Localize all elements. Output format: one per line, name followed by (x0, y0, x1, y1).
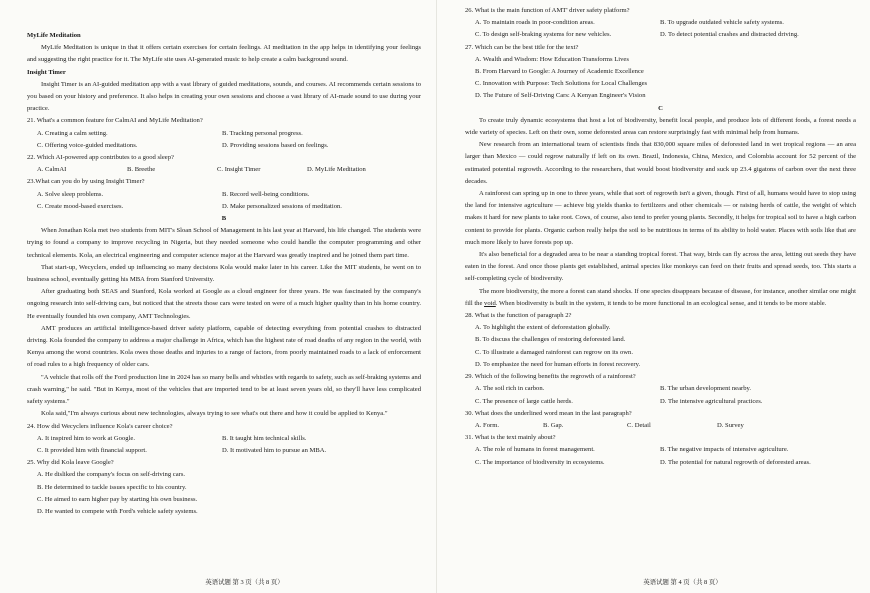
q23-option-a: A. Solve sleep problems. (37, 190, 104, 198)
mylife-text: MyLife Meditation is unique in that it offers certain exercises for certain feelings. AI meditation in the app helps in identifying your feelings and suggesting the right practice for it. The MyLife site uses AI-generated music to help create a calm background sound. (27, 44, 421, 64)
passage-b-paragraph: That start-up, Wecyclers, ended up influencing so many decisions Kola would make later in his career. Like the MIT students, he went on to business school, eventually getting his MBA from Stanford University. (27, 263, 421, 284)
question-21-options (27, 128, 421, 152)
q23-option-c: C. Create mood-based exercises. (37, 202, 124, 210)
question-21: 21. What's a common feature for CalmAI and MyLife Meditation? (27, 117, 203, 125)
passage-b-paragraph: After graduating both SEAS and Stanford, Kola worked at Google as a cloud engineer for three years. He was fascinated by the company's ongoing research into self-driving cars, but noticed that the streets those cars were tested on were of a much higher quality than in his home country. He eventually founded his own company, AMT Technologies. (27, 288, 421, 320)
passage-c-paragraph: It's also beneficial for a degraded area to be near a standing tropical forest. That way, birds can fly across the area, letting out seeds they have eaten in the forest. And once those plants get established, animal species like monkeys can feed on their fruits and spread seeds, too. This starts a self-completing cycle of biodiversity. (465, 251, 856, 283)
question-31-options (465, 444, 856, 468)
q29-option-d: D. The intensive agricultural practices. (660, 397, 763, 405)
q26-option-d: D. To detect potential crashes and distracted driving. (660, 31, 799, 39)
question-24-options (27, 433, 421, 457)
question-23-options (27, 189, 421, 213)
page-4 (435, 0, 870, 593)
q31-option-b: B. The negative impacts of intensive agriculture. (660, 446, 789, 454)
underlined-word: void (484, 299, 496, 307)
q29-option-a: A. The soil rich in carbon. (475, 385, 545, 393)
page-footer: 英语试题 第 4 页（共 8 页） (643, 578, 722, 586)
question-28-options (465, 322, 856, 371)
q31-option-d: D. The potential for natural regrowth of deforested areas. (660, 458, 811, 466)
passage-b-paragraph: "A vehicle that rolls off the Ford production line in 2024 has so many bells and whistles with regards to safety, such as self-braking systems and crash warning," he said. "But in Kenya, most of the vehicles that are imported tend to be at least seven years old, so they'll have less complicated safety systems." (27, 373, 421, 406)
question-30: 30. What does the underlined word mean in the last paragraph? (465, 409, 632, 417)
q27-option-a: A. Wealth and Wisdom: How Education Transforms Lives (475, 55, 629, 63)
passage-c-last-paragraph: The more biodiversity, the more a forest can stand shocks. If one species disappears because of disease, for instance, another similar one might fill the void. When biodiversity is built in the system, it tends to be more functional in an ecological sense, and it tends to be more stable. (465, 287, 856, 307)
section-b-heading: B (221, 215, 227, 223)
q26-option-a: A. To maintain roads in poor-condition areas. (475, 19, 595, 27)
q29-option-b: B. The urban development nearby. (660, 385, 752, 393)
question-30-options (465, 420, 856, 432)
mylife-title: MyLife Meditation (27, 32, 81, 39)
q30-option-d: D. Survey (717, 421, 744, 429)
question-29: 29. Which of the following benefits the regrowth of a rainforest? (465, 373, 636, 381)
q30-option-b: B. Gap. (543, 421, 564, 429)
question-23: 23.What can you do by using Insight Timer? (27, 178, 145, 186)
question-28: 28. What is the function of paragraph 2? (465, 312, 572, 320)
q24-option-b: B. It taught him technical skills. (222, 434, 307, 442)
q21-option-c: C. Offering voice-guided meditations. (37, 141, 138, 149)
q28-option-d: D. To emphasize the need for human efforts in forest recovery. (475, 360, 641, 368)
q24-option-d: D. It motivated him to pursue an MBA. (222, 446, 327, 454)
q31-option-c: C. The importance of biodiversity in ecosystems. (475, 458, 605, 466)
passage-c-paragraph: A rainforest can spring up in one to three years, while that sort of regrowth isn't a given, though. First of all, humans would have to stop using the land for intensive agriculture — achieve big yields thanks to fertilizers and other chemicals — or raising herds of cattle, the weight of which makes it hard for new plants to take root. Cows, of course, also tend to prefer young plants. Secondly, it helps for tropical soil to have a high carbon content to provide for plants. Organic carbon really helps the soil to be nutritious in terms of its ability to hold water. Places with soils like that are much more likely to have forests pop up. (465, 190, 856, 246)
page-footer: 英语试题 第 3 页（共 8 页） (205, 578, 284, 586)
passage-c-paragraph: New research from an international team of scientists finds that 830,000 square miles of deforested land in wet tropical regions — an area larger than Mexico — could regrow naturally if left on its own. Brazil, Indonesia, China, Mexico, and Colombia account for 52 percent of the estimated potential regrowth. According to the researchers, that would boost biodiversity and suck up 23.4 gigatons of carbon over the next three decades. (465, 141, 856, 185)
q25-option-b: B. He determined to tackle issues specific to his country. (37, 483, 187, 491)
q22-option-d: D. MyLife Meditation (307, 166, 366, 174)
q22-option-b: B. Breethe (127, 166, 156, 174)
question-27: 27. Which can be the best title for the text? (465, 43, 579, 51)
question-26: 26. What is the main function of AMT' driver safety platform? (465, 7, 630, 14)
q23-option-d: D. Make personalized sessions of meditation. (222, 202, 342, 210)
q22-option-c: C. Insight Timer (217, 166, 261, 174)
question-22: 22. Which AI-powered app contributes to a good sleep? (27, 154, 174, 162)
question-25-options (27, 469, 421, 518)
insight-title: Insight Timer (27, 68, 66, 76)
q31-option-a: A. The role of humans in forest management. (475, 446, 595, 454)
q30-option-c: C. Detail (627, 421, 651, 429)
q28-option-a: A. To highlight the extent of deforestation globally. (475, 324, 611, 332)
q25-option-a: A. He disliked the company's focus on self-driving cars. (37, 471, 186, 479)
q27-option-d: D. The Future of Self-Driving Cars: A Kenyan Engineer's Vision (475, 92, 646, 100)
section-c-heading: C (658, 104, 663, 112)
q24-option-a: A. It inspired him to work at Google. (37, 434, 135, 442)
passage-b-paragraph: Kola said,"I'm always curious about new technologies, always trying to see what's out there and how it could be applied to Kenya." (41, 410, 388, 418)
q21-option-a: A. Creating a calm setting. (37, 129, 108, 137)
question-24: 24. How did Wecyclers influence Kola's career choice? (27, 422, 173, 430)
q25-option-c: C. He aimed to earn higher pay by starting his own business. (37, 495, 198, 503)
q23-option-b: B. Record well-being conditions. (222, 190, 310, 198)
q26-option-c: C. To design self-braking systems for new vehicles. (475, 31, 612, 39)
passage-c-paragraph: To create truly dynamic ecosystems that host a lot of biodiversity, benefit local people, and produce lots of different foods, a forest needs a wide variety of species. Left on their own, some deforested areas can restore surprisingly fast with minimal help from humans. (465, 116, 856, 137)
q22-option-a: A. CalmAI (37, 166, 67, 174)
q21-option-d: D. Providing sessions based on feelings. (222, 141, 329, 149)
q27-option-b: B. From Harvard to Google: A Journey of Academic Excellence (475, 68, 644, 76)
question-26-options (465, 17, 856, 41)
q29-option-c: C. The presence of large cattle herds. (475, 397, 573, 405)
q25-option-d: D. He wanted to compete with Ford's vehicle safety systems. (37, 507, 198, 515)
q24-option-c: C. It provided him with financial support. (37, 446, 147, 454)
question-22-options (27, 164, 421, 176)
passage-b-paragraph: AMT produces an artificial intelligence-based driver safety platform, capable of detecting everything from potential crashes to distracted driving. Kola founded the company to address a major challenge in Africa, which has the highest rate of road deaths of any region in the world, with Kenya among the worst countries. Kola owes those deaths and injuries to a range of factors, from poorly maintained roads to a lack of enforcement of road rules to a high frequency of older cars. (27, 324, 421, 369)
question-27-options (465, 54, 856, 103)
question-31: 31. What is the text mainly about? (465, 434, 556, 442)
question-25: 25. Why did Kola leave Google? (27, 459, 114, 467)
q28-option-b: B. To discuss the challenges of restoring deforested land. (475, 336, 626, 344)
q30-option-a: A. Form. (475, 421, 499, 429)
q27-option-c: C. Innovation with Purpose: Tech Solutions for Local Challenges (475, 80, 648, 88)
question-29-options (465, 383, 856, 407)
q26-option-b: B. To upgrade outdated vehicle safety systems. (660, 19, 784, 27)
insight-text: Insight Timer is an AI-guided meditation app with a vast library of guided meditations, sounds, and courses. AI recommends certain sessions to you based on your history and preference. It also helps in creating your own sessions and choose a vast library of AI-made sound to use during your practice. (27, 80, 421, 113)
q21-option-b: B. Tracking personal progress. (222, 129, 303, 137)
q28-option-c: C. To illustrate a damaged rainforest can regrow on its own. (475, 348, 633, 356)
passage-b-paragraph: When Jonathan Kola met two students from MIT's Sloan School of Management in his last year at Harvard, his life changed. The students were trying to found a company to improve recycling in Nigeria, but they needed someone who could handle the computer programming and other technical elements. Kola, an electrical engineering and computer science major at the Harvard was greatly inspired and he joined them part time. (27, 227, 421, 259)
